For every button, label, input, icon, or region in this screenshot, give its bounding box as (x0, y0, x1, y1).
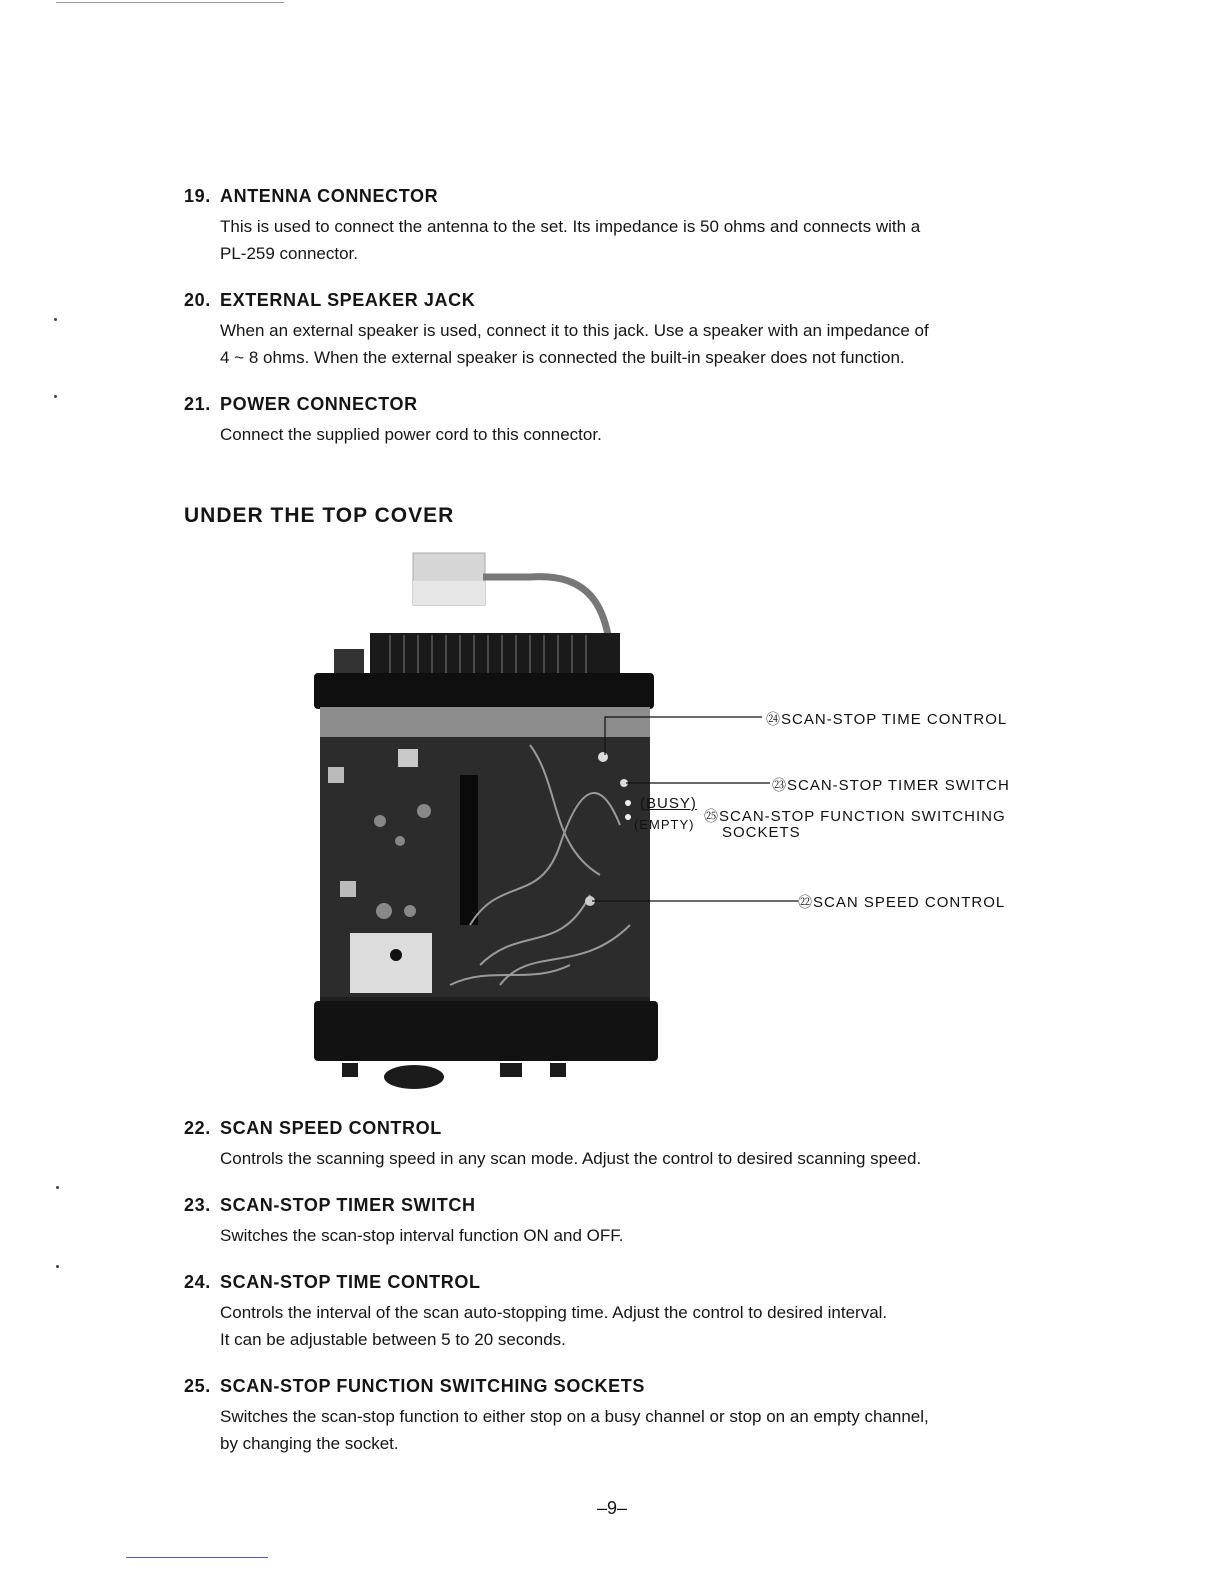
item-heading (184, 290, 1054, 311)
item-body (220, 1145, 1054, 1172)
busy-socket-label: (BUSY) (640, 795, 697, 812)
item-title: ANTENNA CONNECTOR (220, 186, 439, 206)
item-title: SCAN-STOP FUNCTION SWITCHING SOCKETS (220, 1376, 645, 1396)
callout-scan-speed-control (798, 892, 1005, 912)
callout-sockets-continuation: SOCKETS (722, 824, 801, 841)
item-number: 23. (184, 1195, 211, 1215)
callout-label: SCAN SPEED CONTROL (813, 894, 1006, 911)
item-line: 4 ~ 8 ohms. When the external speaker is connected the built-in speaker does not function. (220, 348, 905, 367)
item-scan-stop-timer-switch (184, 1195, 1054, 1249)
item-body (220, 317, 1054, 371)
item-scan-stop-time-control (184, 1272, 1054, 1353)
item-body (220, 1403, 1054, 1457)
item-body (220, 1299, 1054, 1353)
item-power-connector (184, 394, 1054, 448)
item-body (220, 1222, 1054, 1249)
item-number: 22. (184, 1118, 211, 1138)
page-number: –9– (596, 1498, 628, 1518)
item-number: 25. (184, 1376, 211, 1396)
item-heading (184, 186, 1054, 207)
item-title: EXTERNAL SPEAKER JACK (220, 290, 476, 310)
item-body (220, 213, 1054, 267)
callout-label: SCAN-STOP TIME CONTROL (781, 711, 1008, 728)
item-line: When an external speaker is used, connect it to this jack. Use a speaker with an impedance of (220, 321, 929, 340)
top-rule (56, 2, 284, 3)
scan-speck (56, 1265, 59, 1268)
item-line: Switches the scan-stop function to either stop on a busy channel or stop on an empty channel, (220, 1407, 929, 1426)
item-title: SCAN-STOP TIME CONTROL (220, 1272, 481, 1292)
item-number: 20. (184, 290, 211, 310)
item-heading (184, 1376, 1054, 1397)
item-heading (184, 1272, 1054, 1293)
item-heading (184, 1118, 1054, 1139)
item-antenna-connector (184, 186, 1054, 267)
callout-label: SCAN-STOP TIMER SWITCH (787, 777, 1010, 794)
item-title: POWER CONNECTOR (220, 394, 418, 414)
item-line: This is used to connect the antenna to the set. Its impedance is 50 ohms and connects with a (220, 217, 921, 236)
callout-scan-stop-timer-switch (772, 775, 1010, 795)
callout-number: ㉔ (766, 711, 781, 727)
item-line: Connect the supplied power cord to this connector. (220, 425, 602, 444)
item-number: 24. (184, 1272, 211, 1292)
item-title: SCAN SPEED CONTROL (220, 1118, 442, 1138)
item-external-speaker-jack (184, 290, 1054, 371)
scan-speck (56, 1186, 59, 1189)
callout-number: ㉓ (772, 777, 787, 793)
item-scan-speed-control (184, 1118, 1054, 1172)
item-line: Switches the scan-stop interval function ON and OFF. (220, 1226, 624, 1245)
callout-number: ㉕ (704, 808, 719, 824)
scan-speck (54, 318, 57, 321)
radio-internals-figure (300, 545, 1040, 1090)
item-line: PL-259 connector. (220, 244, 358, 263)
bottom-rule (126, 1557, 268, 1558)
empty-socket-label: (EMPTY) (634, 817, 695, 832)
item-line: Controls the scanning speed in any scan mode. Adjust the control to desired scanning speed. (220, 1149, 922, 1168)
item-heading (184, 394, 1054, 415)
item-line: It can be adjustable between 5 to 20 seconds. (220, 1330, 566, 1349)
callout-scan-stop-time-control (766, 709, 1007, 729)
callout-scan-stop-function-switching-sockets (704, 806, 1006, 826)
callout-label: SCAN-STOP FUNCTION SWITCHING (719, 808, 1006, 825)
item-heading (184, 1195, 1054, 1216)
callout-number: ㉒ (798, 894, 813, 910)
item-line: by changing the socket. (220, 1434, 399, 1453)
item-body (220, 421, 1054, 448)
item-title: SCAN-STOP TIMER SWITCH (220, 1195, 476, 1215)
item-number: 21. (184, 394, 211, 414)
section-title: UNDER THE TOP COVER (184, 504, 455, 527)
scan-speck (54, 395, 57, 398)
item-line: Controls the interval of the scan auto-stopping time. Adjust the control to desired interval. (220, 1303, 888, 1322)
item-number: 19. (184, 186, 211, 206)
item-scan-stop-function-switching-sockets (184, 1376, 1054, 1457)
